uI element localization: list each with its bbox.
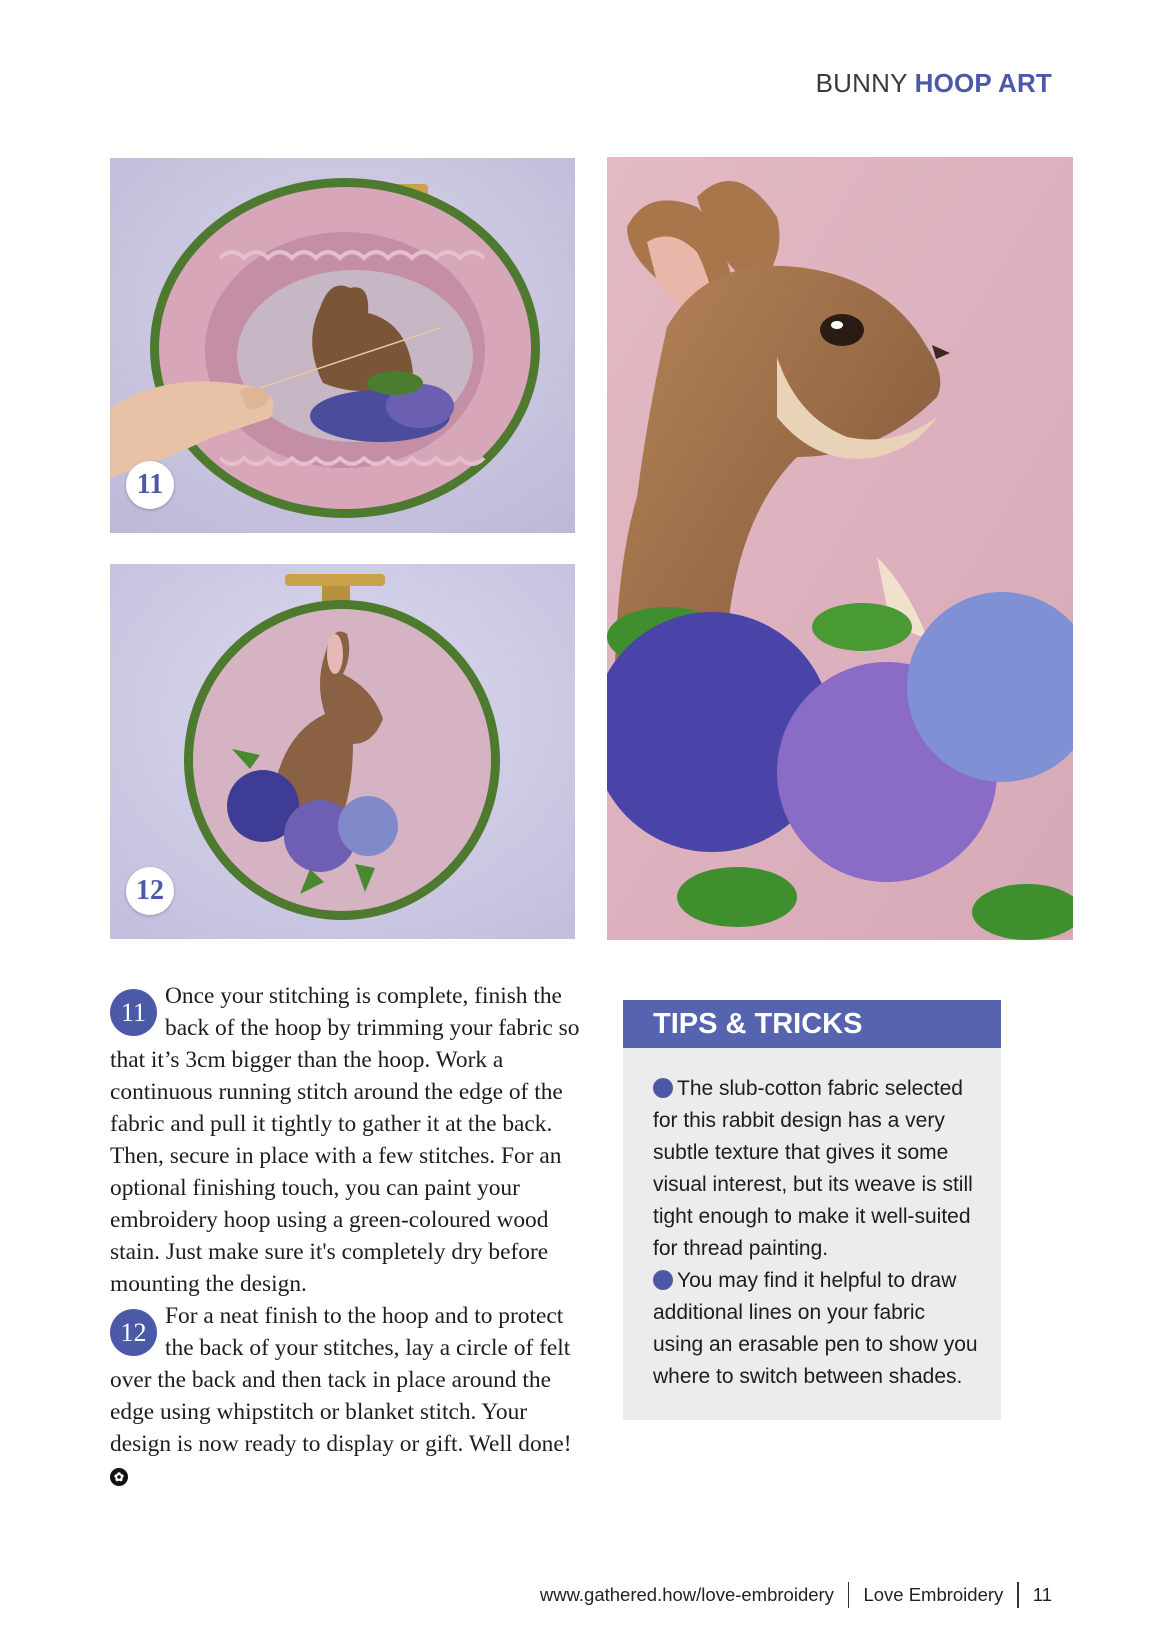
step-12-text: For a neat finish to the hoop and to protect the back of your stitches, lay a circle of felt over the back and then tack in place around the edge using whipstitch or blanket stitch. Your design is now ready to display or gift. Well done! — [110, 1303, 572, 1457]
header-prefix: BUNNY — [815, 68, 915, 98]
end-mark-icon: ✿ — [110, 1468, 128, 1486]
step-12-badge: 12 — [126, 867, 174, 915]
step-12-photo — [110, 564, 575, 939]
footer-magazine: Love Embroidery — [863, 1584, 1004, 1605]
tip-item — [653, 1265, 981, 1393]
footer-divider — [848, 1582, 850, 1608]
step-11-photo — [110, 158, 575, 533]
header-accent: HOOP ART — [914, 68, 1052, 98]
step-12-number: 12 — [110, 1309, 157, 1356]
step-12-paragraph — [110, 1300, 580, 1492]
step-11-number: 11 — [110, 989, 157, 1036]
section-header — [816, 68, 1052, 99]
bullet-icon — [653, 1270, 673, 1290]
step-11-paragraph — [110, 980, 580, 1300]
instructions-text — [110, 980, 580, 1492]
step-11-badge: 11 — [126, 461, 174, 509]
tips-title: TIPS & TRICKS — [623, 1000, 1001, 1048]
tip-text-1: The slub-cotton fabric selected for this rabbit design has a very subtle texture that gives it some visual interest, but its weave is still tight enough to make it well-suited for thread painting. — [653, 1077, 973, 1260]
bunny-closeup-photo — [607, 157, 1073, 940]
tips-box — [623, 1048, 1001, 1420]
page-footer — [540, 1582, 1052, 1608]
footer-divider — [1017, 1582, 1019, 1608]
tip-text-2: You may find it helpful to draw additional lines on your fabric using an erasable pen to show you where to switch between shades. — [653, 1269, 978, 1388]
bullet-icon — [653, 1078, 673, 1098]
page-number: 11 — [1032, 1584, 1052, 1605]
footer-url[interactable]: www.gathered.how/love-embroidery — [539, 1584, 834, 1605]
tip-item — [653, 1073, 981, 1265]
step-11-text: Once your stitching is complete, finish the back of the hoop by trimming your fabric so that it’s 3cm bigger than the hoop. Work a continuous running stitch around the edge of the fabric and pull it tightly to gather it at the back. Then, secure in place with a few stitches. For an optional finishing touch, you can paint your embroidery hoop using a green-coloured wood stain. Just make sure it's completely dry before mounting the design. — [110, 983, 580, 1297]
